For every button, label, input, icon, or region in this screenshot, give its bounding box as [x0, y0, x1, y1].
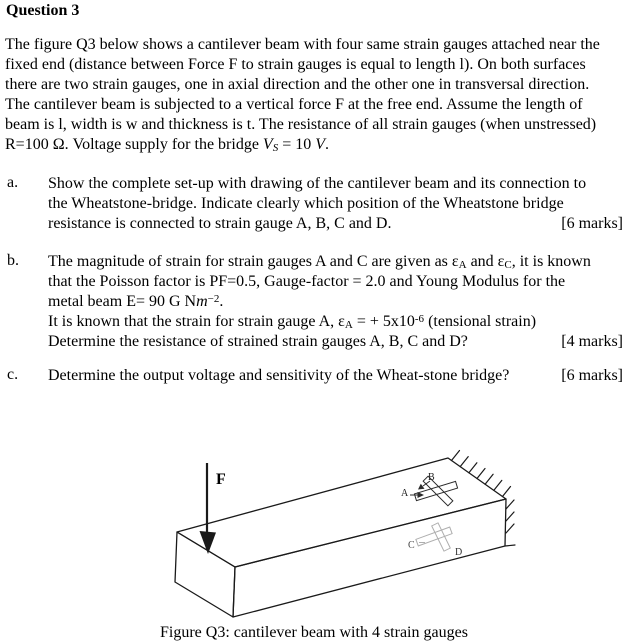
- item-b-l1b: and ε: [466, 253, 505, 270]
- item-b-line4: [48, 312, 625, 332]
- item-c-marks: [6 marks]: [561, 367, 623, 384]
- item-a-line: Show the complete set-up with drawing of the cantilever beam and its connection to: [48, 175, 587, 192]
- exponent-minus6: -6: [414, 313, 425, 325]
- beam-front-face: [233, 499, 506, 617]
- item-a-label: a.: [7, 174, 19, 191]
- gauge-b-label: B: [428, 472, 435, 483]
- figure-caption: Figure Q3: cantilever beam with 4 strain gauges: [160, 624, 468, 641]
- item-b-l3b: .: [219, 293, 224, 310]
- strain-gauge-d-icon: [432, 523, 451, 551]
- epsilon-a-subscript: A: [458, 259, 467, 271]
- force-arrow-icon: [200, 463, 217, 554]
- gauge-d-label: D: [455, 547, 463, 558]
- intro-line: The cantilever beam is subjected to a vertical force F at the free end. Assume the length of: [5, 96, 583, 113]
- gauge-c-label: C: [408, 540, 415, 551]
- item-b-line2: that the Poisson factor is PF=0.5, Gauge-factor = 2.0 and Young Modulus for the: [48, 273, 566, 290]
- item-c-line-marks: [48, 366, 625, 386]
- volt-unit: V: [315, 136, 326, 153]
- item-a-line3: resistance is connected to strain gauge A, B, C and D.: [48, 215, 392, 232]
- item-c-line1: Determine the output voltage and sensitivity of the Wheat-stone bridge?: [48, 367, 510, 384]
- question-heading: Question 3: [6, 2, 80, 19]
- item-b-l4c: (tensional strain): [424, 313, 537, 330]
- item-a-marks: [6 marks]: [561, 215, 623, 232]
- intro-line: there are two strain gauges, one in axial direction and the other one in transversal direction.: [5, 76, 590, 93]
- intro-line: beam is l, width is w and thickness is t. The resistance of all strain gauges (when unstressed): [5, 116, 597, 133]
- item-a-line: the Wheatstone-bridge. Indicate clearly which position of the Wheatstone bridge: [48, 195, 564, 212]
- intro-line: The figure Q3 below shows a cantilever beam with four same strain gauges attached near the: [5, 36, 600, 53]
- item-b-l1c: , it is known: [511, 253, 591, 270]
- item-b-l1a: The magnitude of strain for strain gauges A and C are given as ε: [48, 253, 459, 270]
- item-a-body: [48, 174, 625, 234]
- item-b-l3a: metal beam E= 90 G N: [48, 293, 197, 310]
- gauge-a-label: A: [401, 488, 409, 499]
- equals-value: = 10: [278, 136, 316, 153]
- item-b-line3: [48, 292, 625, 312]
- intro-paragraph: [5, 35, 600, 155]
- period: .: [325, 136, 330, 153]
- epsilon-a-subscript: A: [344, 319, 353, 331]
- item-a-line-marks: [48, 214, 625, 234]
- voltage-symbol: V: [262, 136, 273, 153]
- epsilon-c-subscript: C: [504, 259, 512, 271]
- item-b-body: [48, 252, 625, 352]
- voltage-subscript: S: [272, 142, 279, 154]
- cantilever-beam-figure: [150, 440, 540, 625]
- item-b-line-marks: [48, 332, 625, 352]
- item-b-l4a: It is known that the strain for strain gauge A, ε: [48, 313, 345, 330]
- strain-gauge-rosette-top: [414, 476, 457, 506]
- item-b-line5: Determine the resistance of strained strain gauges A, B, C and D?: [48, 333, 468, 350]
- force-label: F: [216, 471, 226, 488]
- strain-gauge-rosette-front: [416, 523, 452, 551]
- item-b-line1: [48, 252, 625, 272]
- item-c-label: c.: [7, 366, 19, 383]
- meter-symbol: m: [196, 293, 208, 310]
- item-b-l4b: = + 5x10: [352, 313, 415, 330]
- intro-line: fixed end (distance between Force F to strain gauges is equal to length l). On both surfaces: [5, 56, 586, 73]
- item-b-label: b.: [7, 252, 19, 269]
- item-c-body: [48, 366, 625, 386]
- intro-line6-text: R=100 Ω. Voltage supply for the bridge: [5, 136, 263, 153]
- intro-line-math: [5, 135, 600, 155]
- item-b-marks: [4 marks]: [561, 333, 623, 350]
- exponent-minus2: −2: [207, 293, 220, 305]
